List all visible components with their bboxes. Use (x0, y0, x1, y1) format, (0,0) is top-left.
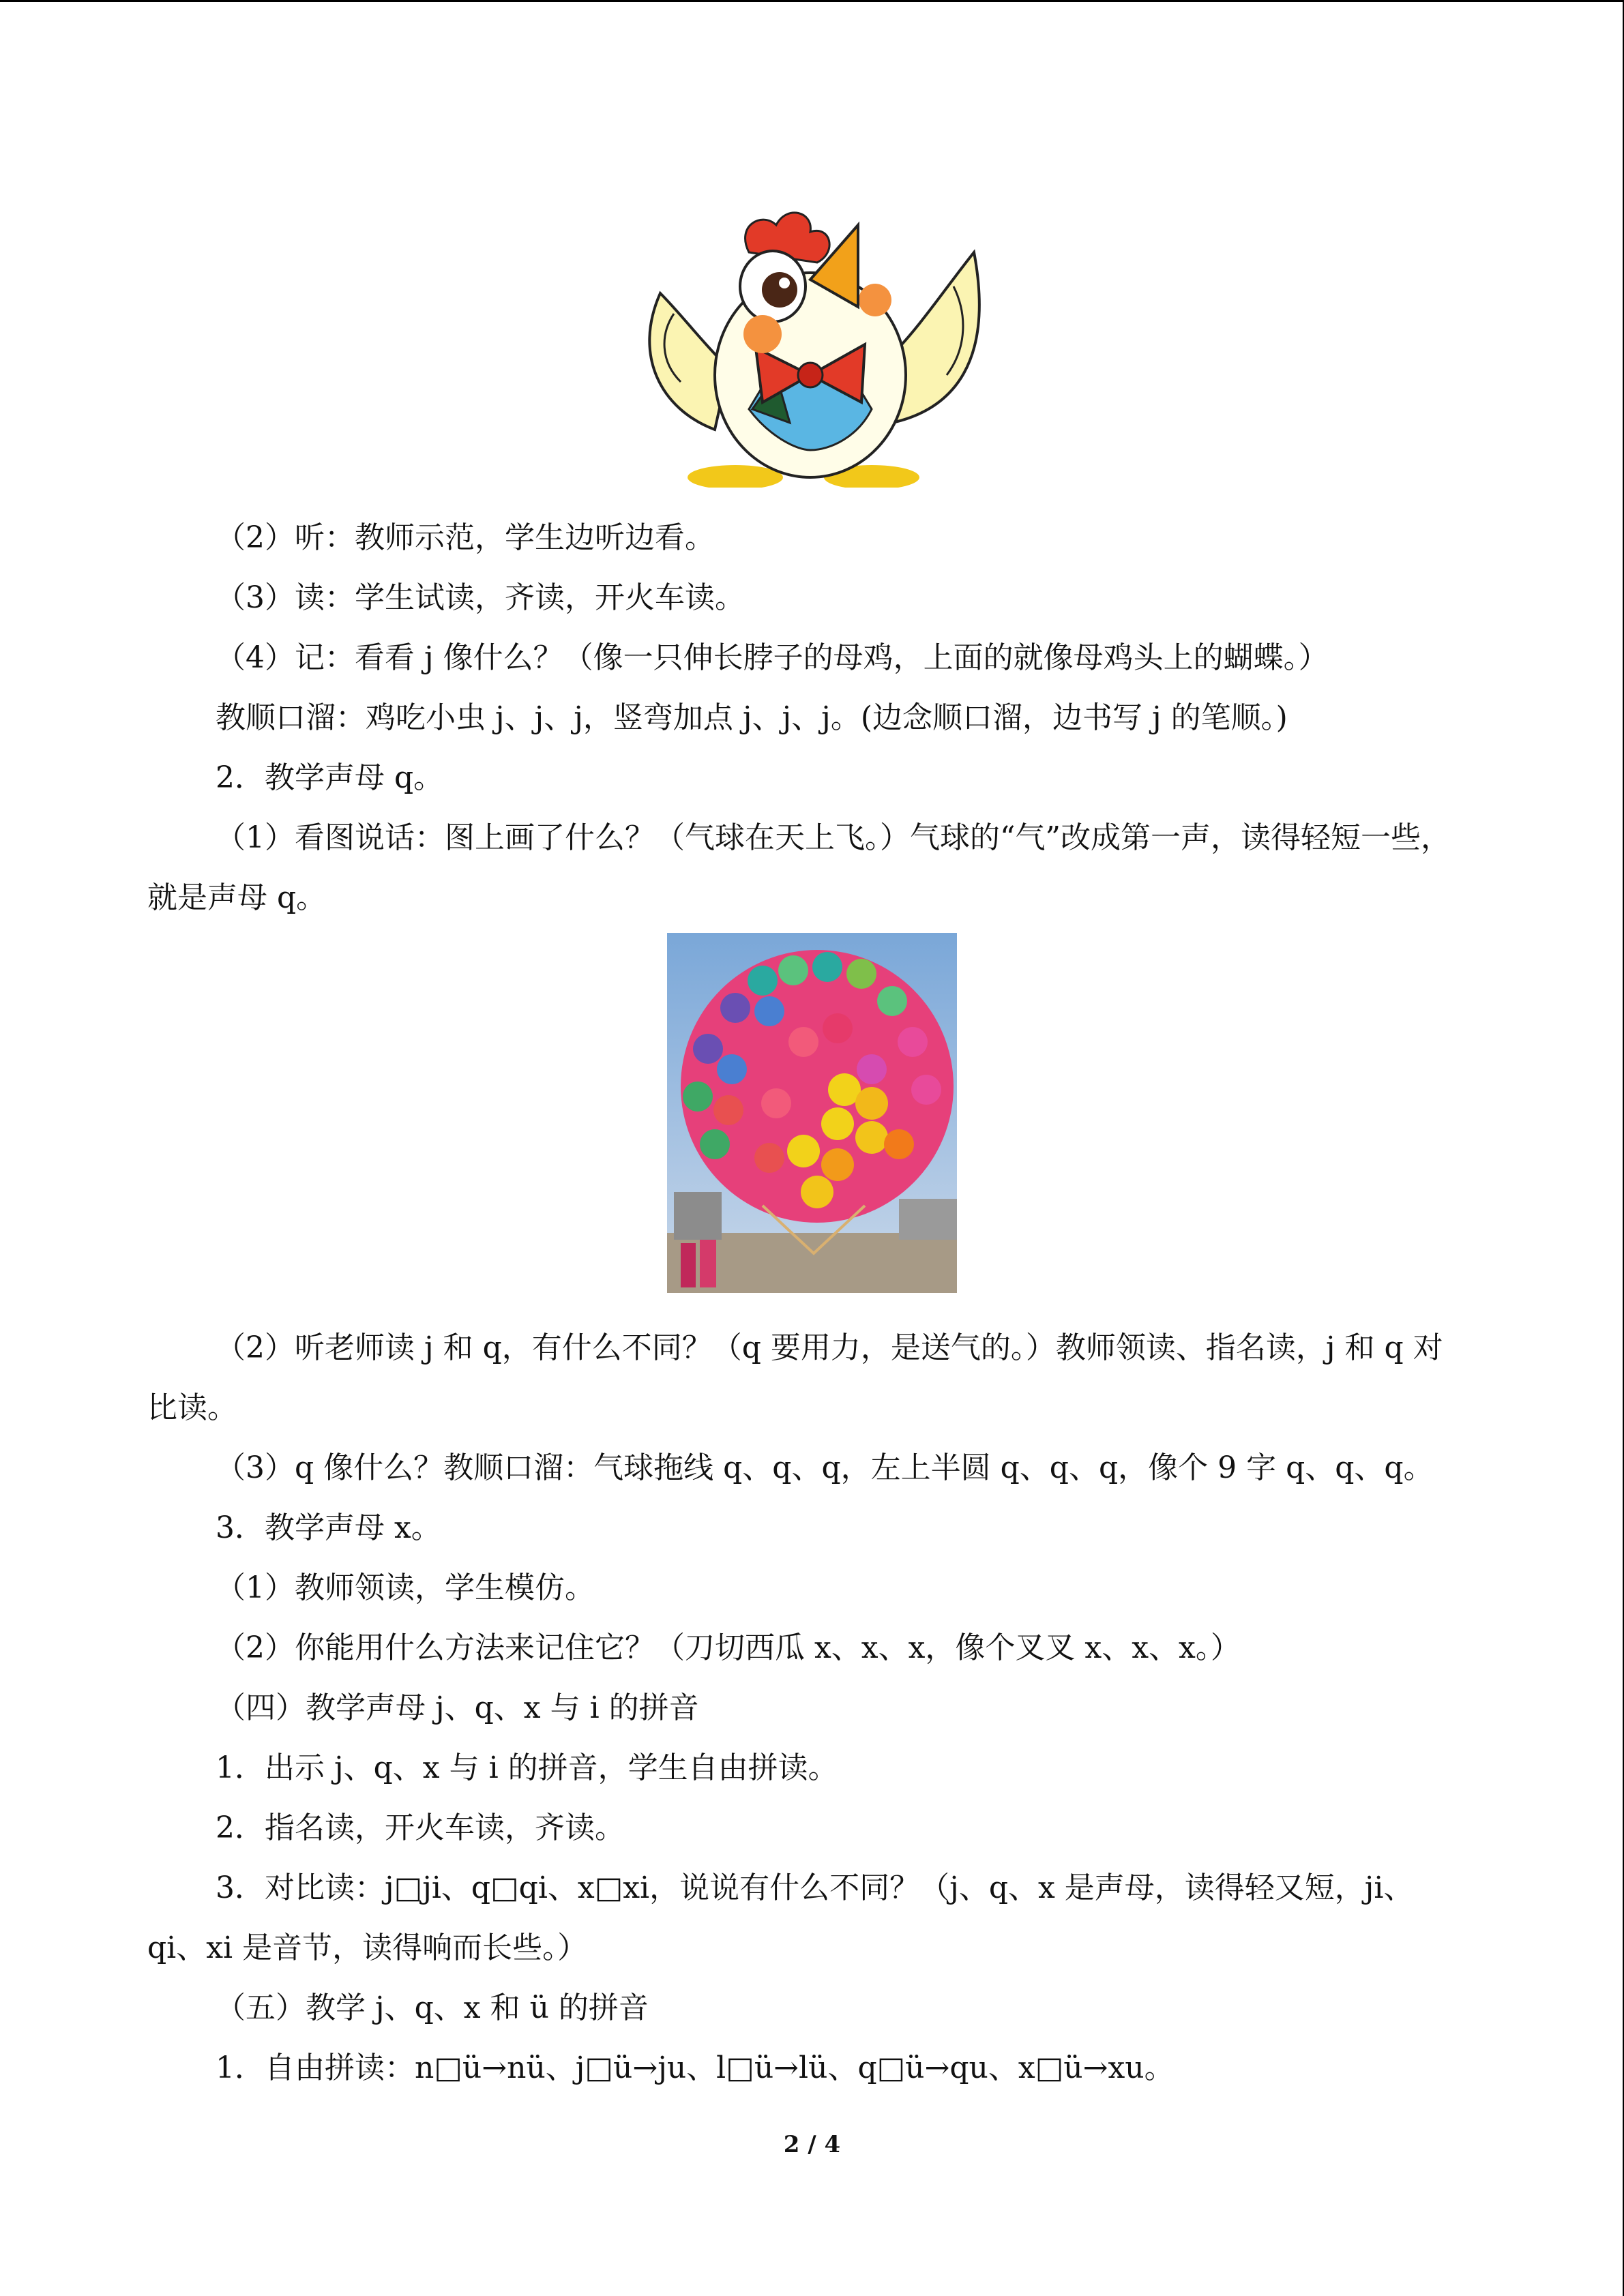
paragraph-7: （2）听老师读 j 和 q，有什么不同？（q 要用力，是送气的。）教师领读、指名读，j 和 q 对比读。 (147, 1330, 1443, 1425)
paragraph-8: （3）q 像什么？教顺口溜：气球拖线 q、q、q，左上半圆 q、q、q，像个 9 字 q、q、q。 (216, 1450, 1434, 1485)
section-heading-5: （五）教学 j、q、x 和 ü 的拼音 (216, 1991, 649, 2025)
paragraph-2: （3）读：学生试读，齐读，开火车读。 (216, 580, 745, 615)
paragraph-10: （1）教师领读，学生模仿。 (216, 1570, 595, 1605)
paragraph-13: 2．指名读，开火车读，齐读。 (216, 1810, 625, 1845)
paragraph-5: 2．教学声母 q。 (216, 760, 444, 795)
paragraph-11: （2）你能用什么方法来记住它？（刀切西瓜 x、x、x，像个叉叉 x、x、x。） (216, 1630, 1241, 1665)
paragraph-4: 教顺口溜：鸡吃小虫 j、j、j，竖弯加点 j、j、j。(边念顺口溜，边书写 j 的笔顺。) (216, 700, 1288, 735)
paragraph-1: （2）听：教师示范，学生边听边看。 (216, 520, 715, 555)
section-heading-4: （四）教学声母 j、q、x 与 i 的拼音 (216, 1690, 699, 1725)
rooster-illustration (633, 205, 994, 488)
paragraph-12: 1．出示 j、q、x 与 i 的拼音，学生自由拼读。 (216, 1750, 838, 1785)
balloon-photo (667, 933, 957, 1293)
page-number: 2 / 4 (783, 2131, 841, 2158)
paragraph-3: （4）记：看看 j 像什么？（像一只伸长脖子的母鸡，上面的就像母鸡头上的蝴蝶。） (216, 640, 1329, 675)
paragraph-9: 3．教学声母 x。 (216, 1510, 441, 1545)
paragraph-6: （1）看图说话：图上画了什么？（气球在天上飞。）气球的“气”改成第一声，读得轻短一些，就是声母 q。 (147, 820, 1451, 915)
top-border (0, 0, 1624, 2)
paragraph-15: 1．自由拼读：n□ü→nü、j□ü→ju、l□ü→lü、q□ü→qu、x□ü→xu。 (216, 2051, 1175, 2085)
paragraph-14: 3．对比读：j□ji、q□qi、x□xi，说说有什么不同？（j、q、x 是声母，读得轻又短，ji、qi、xi 是音节，读得响而长些。） (147, 1870, 1414, 1965)
